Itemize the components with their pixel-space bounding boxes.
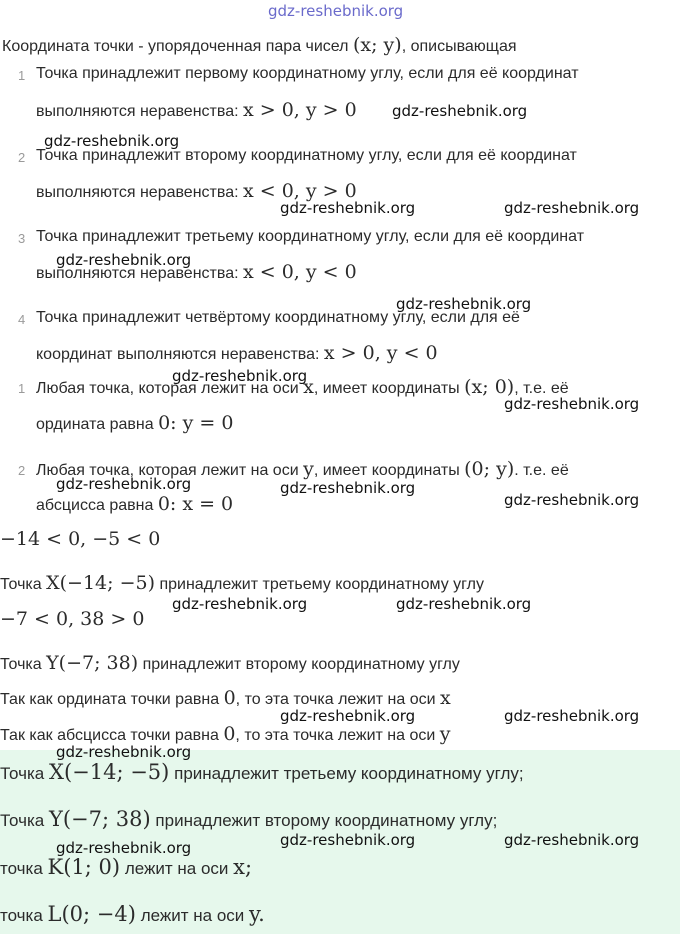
axis-rule-1-label: ордината равна xyxy=(36,416,154,433)
watermark: gdz-reshebnik.org xyxy=(56,475,192,493)
axis-rule-number: 1 xyxy=(18,381,26,396)
answer-3-a: точка xyxy=(0,859,43,878)
solution-3-var: x xyxy=(440,687,451,709)
axis-rule-1-zero: 0 xyxy=(158,412,171,434)
rule-number: 1 xyxy=(18,68,26,83)
solution-2-math: Y(−7; 38) xyxy=(46,652,139,674)
watermark: gdz-reshebnik.org xyxy=(280,199,416,217)
solution-1-a: Точка xyxy=(0,576,42,593)
solution-inequality-2: −7 < 0, 38 > 0 xyxy=(0,608,145,630)
watermark: gdz-reshebnik.org xyxy=(504,707,640,725)
watermark: gdz-reshebnik.org xyxy=(504,395,640,413)
watermark: gdz-reshebnik.org xyxy=(44,132,180,150)
answer-4-a: точка xyxy=(0,906,43,925)
rule-number: 4 xyxy=(18,312,26,327)
axis-rule-1-coord: (x; 0) xyxy=(464,376,515,398)
answer-4-math: L(0; −4) xyxy=(47,902,136,926)
watermark: gdz-reshebnik.org xyxy=(396,595,532,613)
solution-line-2 xyxy=(0,652,460,674)
solution-line-4 xyxy=(0,723,451,745)
rule-number: 3 xyxy=(18,231,26,246)
answer-1-b: принадлежит третьему координатному углу; xyxy=(174,764,524,783)
rule-1-math: x > 0, y > 0 xyxy=(242,99,357,121)
watermark: gdz-reshebnik.org xyxy=(504,491,640,509)
rule-2-math: x < 0, y > 0 xyxy=(242,180,357,202)
watermark: gdz-reshebnik.org xyxy=(280,831,416,849)
rule-4-math: x > 0, y < 0 xyxy=(323,342,438,364)
axis-rule-2-text-c: . т.е. её xyxy=(514,462,569,479)
solution-4-var: y xyxy=(439,723,451,745)
axis-rule-2-text: Любая точка, которая лежит на оси xyxy=(36,462,299,479)
watermark: gdz-reshebnik.org xyxy=(56,743,192,761)
rule-3-label: выполняются неравенства: xyxy=(36,265,239,282)
axis-rule-2-var: y xyxy=(303,458,314,480)
answer-2-b: принадлежит второму координатному углу; xyxy=(155,811,498,830)
intro-line xyxy=(2,34,517,56)
answer-1-a: Точка xyxy=(0,764,45,783)
answer-4-b: лежит на оси xyxy=(140,906,245,925)
solution-4-zero: 0 xyxy=(223,723,236,745)
axis-rule-2-eq: : x = 0 xyxy=(169,493,234,515)
answer-3-b: лежит на оси xyxy=(124,859,229,878)
solution-1-math: X(−14; −5) xyxy=(46,572,156,594)
axis-rule-2-coord: (0; y) xyxy=(464,458,515,480)
watermark: gdz-reshebnik.org xyxy=(172,595,308,613)
watermark: gdz-reshebnik.org xyxy=(396,295,532,313)
watermark: gdz-reshebnik.org xyxy=(504,199,640,217)
watermark: gdz-reshebnik.org xyxy=(56,251,192,269)
answer-1-math: X(−14; −5) xyxy=(49,760,170,784)
solution-1-b: принадлежит третьему координатному углу xyxy=(159,576,484,593)
axis-rule-2-line2 xyxy=(36,493,233,515)
watermark: gdz-reshebnik.org xyxy=(392,102,528,120)
rule-3-math: x < 0, y < 0 xyxy=(242,261,357,283)
rule-1-label: выполняются неравенства: xyxy=(36,103,239,120)
axis-rule-1-var: x xyxy=(303,376,314,398)
solution-inequality-1: −14 < 0, −5 < 0 xyxy=(0,528,161,550)
axis-rule-2-label: абсцисса равна xyxy=(36,497,154,514)
solution-2-b: принадлежит второму координатному углу xyxy=(142,656,460,673)
axis-rule-number: 2 xyxy=(18,463,26,478)
rule-4-label: координат выполняются неравенства: xyxy=(36,346,320,363)
solution-line-1 xyxy=(0,572,484,594)
solution-line-3 xyxy=(0,687,451,709)
axis-rule-1-text-b: , имеет координаты xyxy=(313,380,460,397)
axis-rule-1-line2 xyxy=(36,412,233,434)
intro-math: (x; y) xyxy=(352,34,402,56)
solution-2-a: Точка xyxy=(0,656,42,673)
rule-number: 2 xyxy=(18,150,26,165)
rule-1-line1: Точка принадлежит первому координатному углу, если для её координат xyxy=(36,65,579,82)
watermark: gdz-reshebnik.org xyxy=(280,479,416,497)
watermark: gdz-reshebnik.org xyxy=(504,831,640,849)
intro-text: Координата точки - упорядоченная пара чисел xyxy=(2,38,349,55)
answer-3-math: K(1; 0) xyxy=(47,855,121,879)
rule-2-line1: Точка принадлежит второму координатному углу, если для её координат xyxy=(36,147,577,164)
watermark: gdz-reshebnik.org xyxy=(280,707,416,725)
rule-3-line1: Точка принадлежит третьему координатному углу, если для её координат xyxy=(36,228,585,245)
answer-4-var: y. xyxy=(249,902,265,926)
intro-tail: , описывающая xyxy=(401,38,517,55)
axis-rule-2-text-b: , имеет координаты xyxy=(313,462,460,479)
answer-line-1 xyxy=(0,760,524,784)
solution-3-zero: 0 xyxy=(223,687,236,709)
answer-line-4 xyxy=(0,902,265,926)
rule-2-label: выполняются неравенства: xyxy=(36,184,239,201)
solution-3-a: Так как ордината точки равна xyxy=(0,691,220,708)
axis-rule-1-text-c: , т.е. её xyxy=(514,380,569,397)
axis-rule-1-text: Любая точка, которая лежит на оси xyxy=(36,380,299,397)
answer-3-var: x; xyxy=(233,855,253,879)
solution-4-b: , то эта точка лежит на оси xyxy=(235,727,436,744)
answer-2-a: Точка xyxy=(0,811,45,830)
rule-4-line1: Точка принадлежит четвёртому координатному углу, если для её xyxy=(36,309,520,326)
watermark: gdz-reshebnik.org xyxy=(172,367,308,385)
answer-line-2 xyxy=(0,807,497,831)
rule-1-line2 xyxy=(36,99,357,121)
answer-line-3 xyxy=(0,855,252,879)
axis-rule-2-zero: 0 xyxy=(157,493,170,515)
answer-2-math: Y(−7; 38) xyxy=(49,807,151,831)
watermark: gdz-reshebnik.org xyxy=(56,839,192,857)
rule-4-line2 xyxy=(36,342,438,364)
axis-rule-1-eq: : y = 0 xyxy=(170,412,234,434)
solution-3-b: , то эта точка лежит на оси xyxy=(235,691,436,708)
solution-4-a: Так как абсцисса точки равна xyxy=(0,727,219,744)
watermark-top: gdz-reshebnik.org xyxy=(268,2,404,20)
